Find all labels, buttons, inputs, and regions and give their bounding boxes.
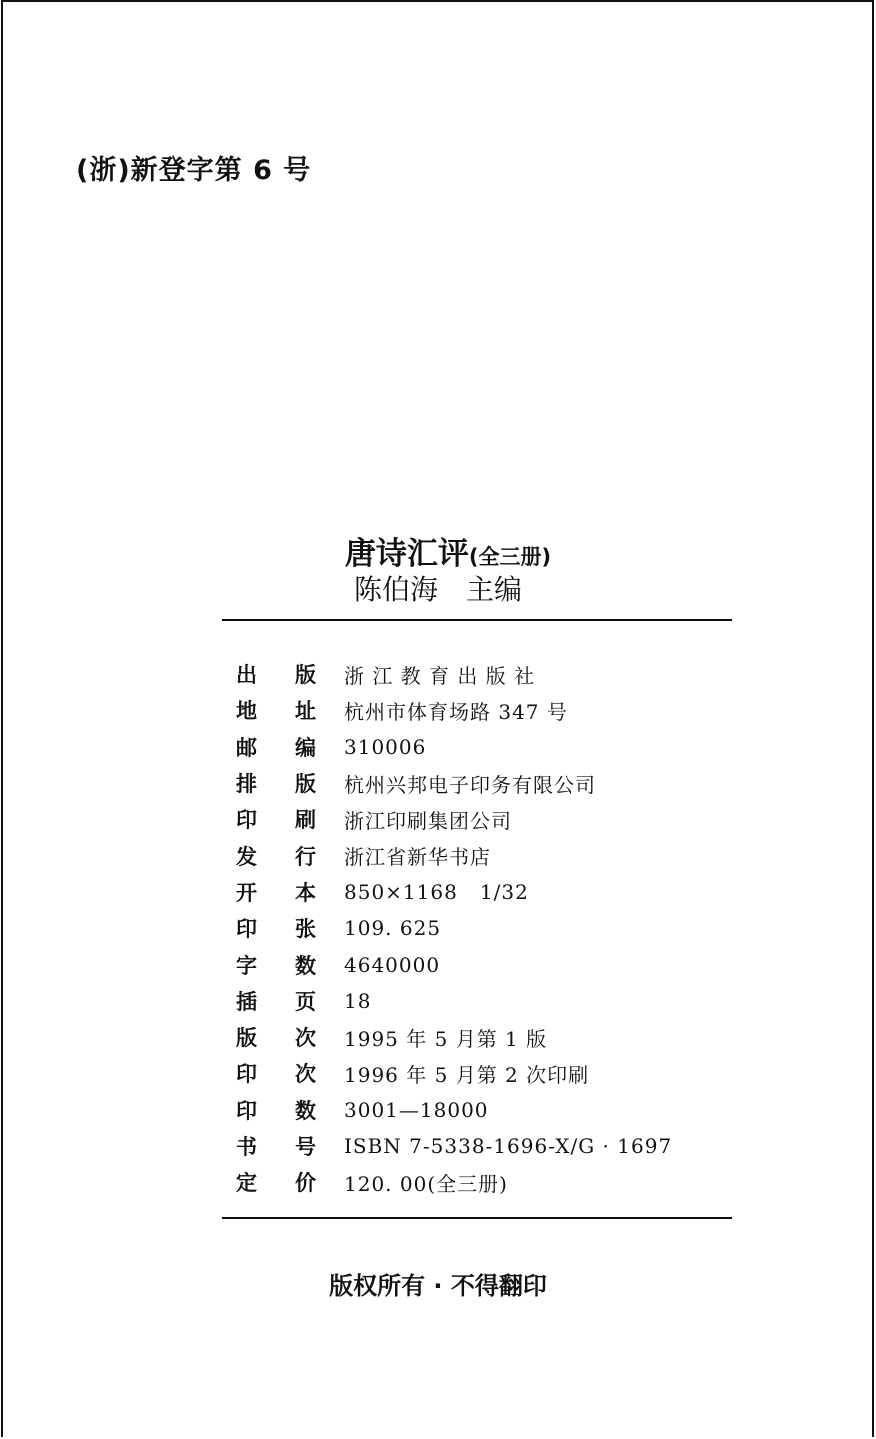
registration-number: (浙)新登字第 6 号 bbox=[76, 155, 312, 186]
info-label: 印 次 bbox=[236, 1062, 316, 1087]
info-row-word-count bbox=[236, 946, 672, 982]
info-label: 发 行 bbox=[236, 844, 316, 869]
info-row-sheets bbox=[236, 910, 672, 946]
info-value: 杭州市体育场路 347 号 bbox=[344, 699, 568, 724]
editor-role: 主编 bbox=[466, 573, 523, 606]
info-row-price bbox=[236, 1164, 672, 1200]
info-row-edition bbox=[236, 1019, 672, 1055]
info-row-typesetting bbox=[236, 765, 672, 801]
info-value: 浙江印刷集团公司 bbox=[344, 808, 512, 833]
info-row-address bbox=[236, 692, 672, 728]
info-row-format bbox=[236, 874, 672, 910]
info-label: 印 张 bbox=[236, 917, 316, 942]
info-label: 开 本 bbox=[236, 880, 316, 905]
info-row-postcode bbox=[236, 729, 672, 765]
book-volume-note: (全三册) bbox=[468, 545, 552, 569]
info-label: 印 数 bbox=[236, 1098, 316, 1123]
book-title: 唐诗汇评 bbox=[344, 536, 469, 572]
info-value: 1995 年 5 月第 1 版 bbox=[344, 1026, 548, 1051]
info-label: 书 号 bbox=[236, 1135, 316, 1159]
info-label: 定 价 bbox=[236, 1171, 316, 1196]
info-label: 印 刷 bbox=[236, 808, 316, 833]
info-value: 109. 625 bbox=[344, 916, 442, 941]
info-value: 18 bbox=[344, 988, 372, 1013]
info-value: 3001—18000 bbox=[344, 1097, 489, 1122]
info-row-printing bbox=[236, 1055, 672, 1091]
editor-name: 陈伯海 bbox=[353, 573, 438, 606]
info-value: 浙 江 教 育 出 版 社 bbox=[344, 663, 536, 688]
info-label: 出 版 bbox=[236, 663, 316, 688]
info-label: 字 数 bbox=[236, 953, 316, 978]
info-label: 版 次 bbox=[236, 1026, 316, 1051]
info-row-isbn bbox=[236, 1128, 672, 1164]
info-row-publisher bbox=[236, 656, 672, 692]
copyright-notice: 版权所有 · 不得翻印 bbox=[329, 1272, 547, 1300]
info-label: 地 址 bbox=[236, 699, 316, 724]
info-value: 4640000 bbox=[344, 952, 441, 977]
info-value: 120. 00(全三册) bbox=[344, 1171, 508, 1196]
info-label: 插 页 bbox=[236, 989, 316, 1014]
info-row-distributor bbox=[236, 837, 672, 873]
editor-line bbox=[0, 568, 876, 608]
info-value: 310006 bbox=[344, 734, 427, 759]
publication-info-table bbox=[236, 656, 672, 1200]
info-label: 排 版 bbox=[236, 772, 316, 797]
bottom-divider bbox=[222, 1217, 732, 1219]
info-row-print-run bbox=[236, 1092, 672, 1128]
top-divider bbox=[222, 619, 732, 621]
info-label: 邮 编 bbox=[236, 735, 316, 760]
info-value: 浙江省新华书店 bbox=[344, 845, 491, 870]
info-row-printer bbox=[236, 801, 672, 837]
info-value: 杭州兴邦电子印务有限公司 bbox=[344, 772, 596, 797]
info-value: ISBN 7-5338-1696-X/G · 1697 bbox=[344, 1134, 673, 1158]
info-value: 1996 年 5 月第 2 次印刷 bbox=[344, 1062, 590, 1087]
book-title-line bbox=[0, 528, 876, 573]
info-row-plates bbox=[236, 983, 672, 1019]
info-value: 850×1168 1/32 bbox=[344, 879, 529, 904]
